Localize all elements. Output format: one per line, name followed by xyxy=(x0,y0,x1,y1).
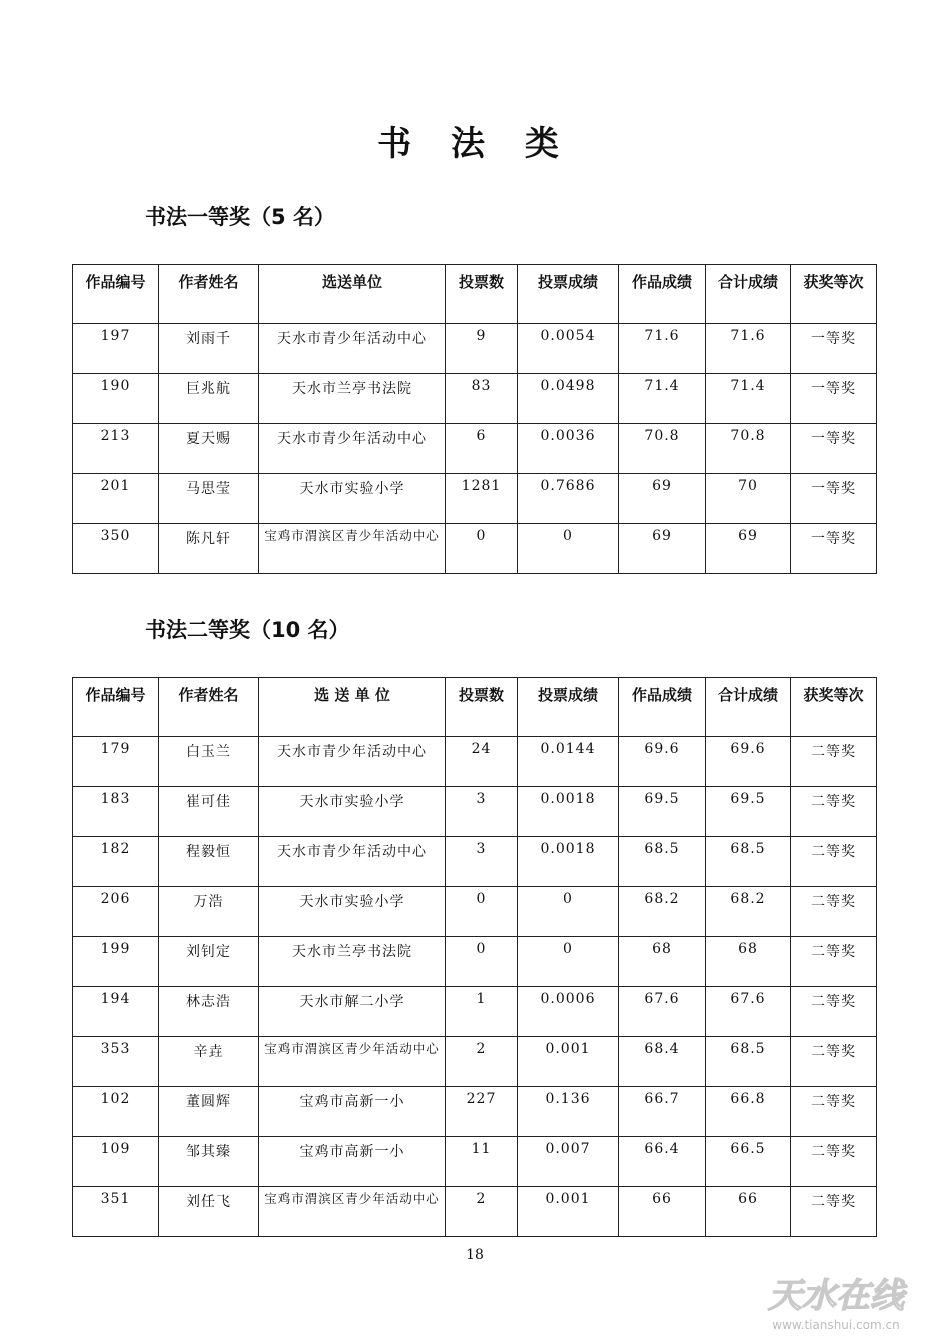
cell-work-score: 69.6 xyxy=(619,737,706,787)
cell-award: 二等奖 xyxy=(791,987,877,1037)
cell-total: 68 xyxy=(706,937,791,987)
cell-unit: 宝鸡市渭滨区青少年活动中心 xyxy=(259,524,446,574)
cell-id: 201 xyxy=(73,474,159,524)
cell-name: 马思莹 xyxy=(159,474,259,524)
cell-id: 182 xyxy=(73,837,159,887)
table-row xyxy=(73,374,877,424)
cell-total: 71.6 xyxy=(706,324,791,374)
header-total: 合计成绩 xyxy=(706,265,791,324)
cell-award: 二等奖 xyxy=(791,887,877,937)
cell-vote-score: 0.0054 xyxy=(518,324,619,374)
cell-work-score: 66.4 xyxy=(619,1137,706,1187)
header-award: 获奖等次 xyxy=(791,265,877,324)
second-prize-table xyxy=(72,677,877,1237)
cell-votes: 2 xyxy=(446,1187,518,1237)
cell-id: 194 xyxy=(73,987,159,1037)
cell-unit: 天水市青少年活动中心 xyxy=(259,424,446,474)
cell-total: 66.5 xyxy=(706,1137,791,1187)
cell-id: 199 xyxy=(73,937,159,987)
cell-id: 213 xyxy=(73,424,159,474)
cell-award: 一等奖 xyxy=(791,524,877,574)
cell-votes: 3 xyxy=(446,787,518,837)
cell-name: 林志浩 xyxy=(159,987,259,1037)
cell-name: 陈凡轩 xyxy=(159,524,259,574)
table-row xyxy=(73,1037,877,1087)
cell-name: 刘钊定 xyxy=(159,937,259,987)
watermark-logo xyxy=(736,1263,936,1335)
cell-unit: 天水市实验小学 xyxy=(259,887,446,937)
cell-id: 351 xyxy=(73,1187,159,1237)
table-row xyxy=(73,837,877,887)
cell-votes: 11 xyxy=(446,1137,518,1187)
cell-unit: 天水市青少年活动中心 xyxy=(259,737,446,787)
cell-award: 二等奖 xyxy=(791,787,877,837)
cell-award: 一等奖 xyxy=(791,374,877,424)
first-prize-table xyxy=(72,264,877,574)
cell-vote-score: 0.007 xyxy=(518,1137,619,1187)
cell-vote-score: 0.001 xyxy=(518,1037,619,1087)
table-row xyxy=(73,524,877,574)
cell-work-score: 66.7 xyxy=(619,1087,706,1137)
cell-id: 190 xyxy=(73,374,159,424)
cell-award: 二等奖 xyxy=(791,837,877,887)
table-row xyxy=(73,424,877,474)
cell-name: 万浩 xyxy=(159,887,259,937)
cell-votes: 0 xyxy=(446,524,518,574)
header-id: 作品编号 xyxy=(73,678,159,737)
cell-award: 一等奖 xyxy=(791,474,877,524)
cell-votes: 83 xyxy=(446,374,518,424)
cell-total: 69 xyxy=(706,524,791,574)
cell-total: 66 xyxy=(706,1187,791,1237)
cell-vote-score: 0 xyxy=(518,524,619,574)
cell-vote-score: 0.0144 xyxy=(518,737,619,787)
cell-votes: 0 xyxy=(446,887,518,937)
cell-votes: 1 xyxy=(446,987,518,1037)
cell-name: 邹其臻 xyxy=(159,1137,259,1187)
cell-total: 68.5 xyxy=(706,837,791,887)
table-row xyxy=(73,324,877,374)
cell-name: 巨兆航 xyxy=(159,374,259,424)
header-work-score: 作品成绩 xyxy=(619,265,706,324)
table-row xyxy=(73,1187,877,1237)
cell-award: 一等奖 xyxy=(791,324,877,374)
cell-award: 二等奖 xyxy=(791,1187,877,1237)
cell-votes: 3 xyxy=(446,837,518,887)
cell-name: 程毅恒 xyxy=(159,837,259,887)
cell-unit: 宝鸡市高新一小 xyxy=(259,1087,446,1137)
cell-unit: 天水市兰亭书法院 xyxy=(259,937,446,987)
cell-unit: 天水市兰亭书法院 xyxy=(259,374,446,424)
header-work-score: 作品成绩 xyxy=(619,678,706,737)
cell-vote-score: 0.0498 xyxy=(518,374,619,424)
header-vote-score: 投票成绩 xyxy=(518,265,619,324)
page-number: 18 xyxy=(466,1247,484,1263)
cell-votes: 24 xyxy=(446,737,518,787)
table-row xyxy=(73,987,877,1037)
cell-unit: 天水市青少年活动中心 xyxy=(259,837,446,887)
header-award: 获奖等次 xyxy=(791,678,877,737)
cell-total: 67.6 xyxy=(706,987,791,1037)
cell-votes: 1281 xyxy=(446,474,518,524)
cell-name: 刘雨千 xyxy=(159,324,259,374)
cell-vote-score: 0 xyxy=(518,887,619,937)
header-votes: 投票数 xyxy=(446,265,518,324)
cell-unit: 宝鸡市渭滨区青少年活动中心 xyxy=(259,1037,446,1087)
table-row xyxy=(73,1087,877,1137)
table-row xyxy=(73,474,877,524)
cell-total: 70 xyxy=(706,474,791,524)
watermark-url: www.tianshui.com.cn xyxy=(772,1318,900,1332)
cell-total: 69.6 xyxy=(706,737,791,787)
cell-vote-score: 0.0036 xyxy=(518,424,619,474)
cell-vote-score: 0.0018 xyxy=(518,837,619,887)
cell-work-score: 68.5 xyxy=(619,837,706,887)
cell-votes: 2 xyxy=(446,1037,518,1087)
cell-votes: 0 xyxy=(446,937,518,987)
cell-name: 崔可佳 xyxy=(159,787,259,837)
cell-name: 辛垚 xyxy=(159,1037,259,1087)
cell-unit: 天水市青少年活动中心 xyxy=(259,324,446,374)
cell-name: 白玉兰 xyxy=(159,737,259,787)
table-row xyxy=(73,937,877,987)
cell-votes: 9 xyxy=(446,324,518,374)
section-heading-second-prize: 书法二等奖（10 名） xyxy=(145,618,350,642)
page-title: 书 法 类 xyxy=(377,124,573,164)
cell-votes: 6 xyxy=(446,424,518,474)
cell-total: 71.4 xyxy=(706,374,791,424)
table-row xyxy=(73,787,877,837)
cell-id: 109 xyxy=(73,1137,159,1187)
cell-work-score: 69 xyxy=(619,524,706,574)
cell-id: 197 xyxy=(73,324,159,374)
cell-work-score: 69.5 xyxy=(619,787,706,837)
table-header-row xyxy=(73,678,877,737)
cell-id: 353 xyxy=(73,1037,159,1087)
header-unit: 选送单位 xyxy=(259,265,446,324)
cell-vote-score: 0.001 xyxy=(518,1187,619,1237)
cell-total: 69.5 xyxy=(706,787,791,837)
cell-work-score: 69 xyxy=(619,474,706,524)
header-name: 作者姓名 xyxy=(159,265,259,324)
header-vote-score: 投票成绩 xyxy=(518,678,619,737)
cell-award: 一等奖 xyxy=(791,424,877,474)
cell-vote-score: 0.0018 xyxy=(518,787,619,837)
cell-total: 68.5 xyxy=(706,1037,791,1087)
table-row xyxy=(73,737,877,787)
cell-vote-score: 0.136 xyxy=(518,1087,619,1137)
cell-work-score: 68.2 xyxy=(619,887,706,937)
cell-vote-score: 0 xyxy=(518,937,619,987)
cell-name: 董圆辉 xyxy=(159,1087,259,1137)
watermark-text: 天水在线 xyxy=(768,1276,904,1316)
cell-award: 二等奖 xyxy=(791,1137,877,1187)
cell-work-score: 71.6 xyxy=(619,324,706,374)
cell-award: 二等奖 xyxy=(791,1037,877,1087)
table-header-row xyxy=(73,265,877,324)
table-row xyxy=(73,887,877,937)
cell-work-score: 68 xyxy=(619,937,706,987)
cell-unit: 天水市实验小学 xyxy=(259,474,446,524)
cell-id: 183 xyxy=(73,787,159,837)
header-total: 合计成绩 xyxy=(706,678,791,737)
cell-name: 刘任飞 xyxy=(159,1187,259,1237)
section-heading-first-prize: 书法一等奖（5 名） xyxy=(145,205,335,229)
cell-unit: 宝鸡市高新一小 xyxy=(259,1137,446,1187)
header-name: 作者姓名 xyxy=(159,678,259,737)
cell-id: 206 xyxy=(73,887,159,937)
cell-total: 70.8 xyxy=(706,424,791,474)
cell-vote-score: 0.7686 xyxy=(518,474,619,524)
header-unit: 选 送 单 位 xyxy=(259,678,446,737)
table-row xyxy=(73,1137,877,1187)
cell-unit: 宝鸡市渭滨区青少年活动中心 xyxy=(259,1187,446,1237)
header-id: 作品编号 xyxy=(73,265,159,324)
cell-total: 66.8 xyxy=(706,1087,791,1137)
cell-unit: 天水市实验小学 xyxy=(259,787,446,837)
cell-work-score: 70.8 xyxy=(619,424,706,474)
cell-work-score: 68.4 xyxy=(619,1037,706,1087)
cell-id: 179 xyxy=(73,737,159,787)
cell-total: 68.2 xyxy=(706,887,791,937)
cell-work-score: 66 xyxy=(619,1187,706,1237)
cell-award: 二等奖 xyxy=(791,937,877,987)
cell-id: 350 xyxy=(73,524,159,574)
cell-work-score: 67.6 xyxy=(619,987,706,1037)
cell-name: 夏天赐 xyxy=(159,424,259,474)
cell-unit: 天水市解二小学 xyxy=(259,987,446,1037)
cell-award: 二等奖 xyxy=(791,1087,877,1137)
cell-work-score: 71.4 xyxy=(619,374,706,424)
header-votes: 投票数 xyxy=(446,678,518,737)
cell-id: 102 xyxy=(73,1087,159,1137)
cell-votes: 227 xyxy=(446,1087,518,1137)
cell-award: 二等奖 xyxy=(791,737,877,787)
cell-vote-score: 0.0006 xyxy=(518,987,619,1037)
